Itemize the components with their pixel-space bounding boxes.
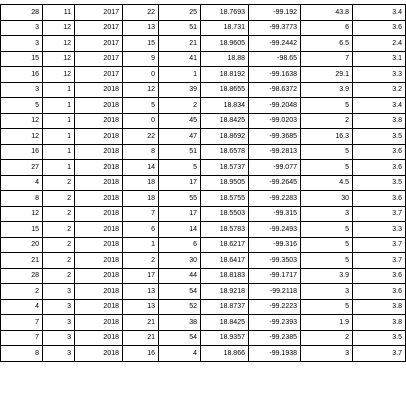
table-cell[interactable]: 18.731 [201, 20, 249, 36]
table-cell[interactable]: 12 [1, 129, 43, 145]
table-cell[interactable]: 47 [159, 129, 201, 145]
table-cell[interactable]: 1 [159, 67, 201, 83]
table-row [1, 98, 406, 114]
table-cell[interactable]: 18.6217 [201, 237, 249, 253]
table-cell[interactable]: 5 [301, 160, 353, 176]
data-table [0, 4, 406, 362]
table-cell[interactable]: 1.9 [301, 315, 353, 331]
table-cell[interactable]: 3.7 [353, 253, 406, 269]
table-cell[interactable]: 1 [43, 113, 75, 129]
table-cell[interactable]: 18.8655 [201, 82, 249, 98]
table-cell[interactable]: 4 [1, 175, 43, 191]
table-cell[interactable]: 3.5 [353, 330, 406, 346]
table-cell[interactable]: 28 [1, 268, 43, 284]
table-row [1, 268, 406, 284]
table-cell[interactable]: -99.0203 [249, 113, 301, 129]
table-cell[interactable]: 5 [301, 237, 353, 253]
table-cell[interactable]: 18.6417 [201, 253, 249, 269]
table-cell[interactable]: 16 [1, 67, 43, 83]
table-row [1, 36, 406, 52]
table-row [1, 253, 406, 269]
table-cell[interactable]: -99.1938 [249, 346, 301, 362]
table-cell[interactable]: 2018 [75, 82, 123, 98]
table-cell[interactable]: 18.8692 [201, 129, 249, 145]
table-cell[interactable]: 2018 [75, 144, 123, 160]
table-cell[interactable]: 7 [1, 330, 43, 346]
table-cell[interactable]: 18.7693 [201, 5, 249, 21]
table-cell[interactable]: 9 [123, 51, 159, 67]
table-cell[interactable]: 2 [43, 175, 75, 191]
table-cell[interactable]: 3 [43, 330, 75, 346]
table-cell[interactable]: 54 [159, 284, 201, 300]
table-cell[interactable]: 2018 [75, 113, 123, 129]
table-cell[interactable]: 17 [123, 268, 159, 284]
table-cell[interactable]: 12 [123, 82, 159, 98]
table-cell[interactable]: 2 [123, 253, 159, 269]
table-cell[interactable]: 6 [301, 20, 353, 36]
table-cell[interactable]: 2018 [75, 253, 123, 269]
table-cell[interactable]: -99.2223 [249, 299, 301, 315]
table-cell[interactable]: 3.6 [353, 144, 406, 160]
table-row [1, 51, 406, 67]
table-cell[interactable]: -99.2393 [249, 315, 301, 331]
table-cell[interactable]: 1 [123, 237, 159, 253]
table-cell[interactable]: 2 [43, 237, 75, 253]
table-cell[interactable]: 2018 [75, 346, 123, 362]
table-cell[interactable]: 43.8 [301, 5, 353, 21]
table-cell[interactable]: 3.6 [353, 191, 406, 207]
table-cell[interactable]: -99.316 [249, 237, 301, 253]
table-cell[interactable]: 15 [1, 51, 43, 67]
table-row [1, 346, 406, 362]
table-cell[interactable]: 2018 [75, 160, 123, 176]
table-cell[interactable]: 8 [1, 346, 43, 362]
table-cell[interactable]: 3 [301, 284, 353, 300]
table-cell[interactable]: 3.8 [353, 113, 406, 129]
table-cell[interactable]: 25 [159, 5, 201, 21]
table-cell[interactable]: 3.6 [353, 284, 406, 300]
table-cell[interactable]: 18.8183 [201, 268, 249, 284]
table-cell[interactable]: 2018 [75, 98, 123, 114]
table-cell[interactable]: 21 [1, 253, 43, 269]
table-cell[interactable]: -98.65 [249, 51, 301, 67]
table-cell[interactable]: -99.2385 [249, 330, 301, 346]
table-cell[interactable]: 22 [123, 5, 159, 21]
table-cell[interactable]: 2 [159, 98, 201, 114]
table-cell[interactable]: -99.2813 [249, 144, 301, 160]
table-cell[interactable]: 1 [43, 82, 75, 98]
table-cell[interactable]: 18.5783 [201, 222, 249, 238]
table-cell[interactable]: 2018 [75, 191, 123, 207]
table-cell[interactable]: -99.1717 [249, 268, 301, 284]
table-cell[interactable]: 8 [1, 191, 43, 207]
table-cell[interactable]: -99.2048 [249, 98, 301, 114]
table-row [1, 284, 406, 300]
table-row [1, 222, 406, 238]
table-cell[interactable]: 7 [301, 51, 353, 67]
table-cell[interactable]: 2017 [75, 67, 123, 83]
table-cell[interactable]: 21 [159, 36, 201, 52]
table-cell[interactable]: 6 [123, 222, 159, 238]
table-cell[interactable]: 3.7 [353, 346, 406, 362]
table-cell[interactable]: -99.1638 [249, 67, 301, 83]
table-cell[interactable]: 18.8737 [201, 299, 249, 315]
table-row [1, 315, 406, 331]
table-cell[interactable]: 12 [1, 113, 43, 129]
table-cell[interactable]: 3 [301, 206, 353, 222]
table-cell[interactable]: 52 [159, 299, 201, 315]
table-cell[interactable]: 2 [43, 253, 75, 269]
table-cell[interactable]: 18.5737 [201, 160, 249, 176]
table-cell[interactable]: 5 [301, 253, 353, 269]
table-cell[interactable]: 3.6 [353, 268, 406, 284]
table-row [1, 113, 406, 129]
table-cell[interactable]: 7 [1, 315, 43, 331]
table-cell[interactable]: 6.5 [301, 36, 353, 52]
table-cell[interactable]: 3 [43, 284, 75, 300]
table-cell[interactable]: 18 [123, 175, 159, 191]
table-cell[interactable]: 18.9218 [201, 284, 249, 300]
table-cell[interactable]: -98.6372 [249, 82, 301, 98]
table-row [1, 206, 406, 222]
table-cell[interactable]: 5 [301, 98, 353, 114]
table-row [1, 330, 406, 346]
table-row [1, 160, 406, 176]
table-cell[interactable]: 29.1 [301, 67, 353, 83]
table-cell[interactable]: 4.5 [301, 175, 353, 191]
table-row [1, 237, 406, 253]
table-cell[interactable]: 51 [159, 20, 201, 36]
table-cell[interactable]: 15 [123, 36, 159, 52]
table-cell[interactable]: -99.2442 [249, 36, 301, 52]
table-cell[interactable]: -99.2283 [249, 191, 301, 207]
table-cell[interactable]: -99.2493 [249, 222, 301, 238]
table-cell[interactable]: 1 [43, 98, 75, 114]
table-cell[interactable]: 2018 [75, 268, 123, 284]
table-cell[interactable]: 21 [123, 330, 159, 346]
table-cell[interactable]: 5 [301, 144, 353, 160]
table-row [1, 67, 406, 83]
table-cell[interactable]: 3.8 [353, 299, 406, 315]
table-cell[interactable]: 28 [1, 5, 43, 21]
table-cell[interactable]: 5 [301, 299, 353, 315]
table-cell[interactable]: 5 [159, 160, 201, 176]
table-cell[interactable]: 45 [159, 113, 201, 129]
table-cell[interactable]: 2017 [75, 51, 123, 67]
table-cell[interactable]: 3 [43, 315, 75, 331]
table-cell[interactable]: 14 [159, 222, 201, 238]
table-row [1, 144, 406, 160]
table-cell[interactable]: 3.9 [301, 268, 353, 284]
table-cell[interactable]: 2 [43, 191, 75, 207]
table-cell[interactable]: 3 [1, 36, 43, 52]
table-cell[interactable]: 13 [123, 284, 159, 300]
table-cell[interactable]: 3.6 [353, 160, 406, 176]
table-cell[interactable]: 2 [1, 284, 43, 300]
table-cell[interactable]: 3.7 [353, 237, 406, 253]
table-cell[interactable]: -99.3503 [249, 253, 301, 269]
table-cell[interactable]: 3 [1, 82, 43, 98]
table-cell[interactable]: 2017 [75, 5, 123, 21]
table-cell[interactable]: 2017 [75, 36, 123, 52]
table-cell[interactable]: 17 [159, 175, 201, 191]
table-cell[interactable]: 3 [43, 346, 75, 362]
table-cell[interactable]: 14 [123, 160, 159, 176]
table-cell[interactable]: 12 [43, 51, 75, 67]
table-cell[interactable]: 4 [1, 299, 43, 315]
table-cell[interactable]: 2018 [75, 222, 123, 238]
table-cell[interactable]: 2018 [75, 299, 123, 315]
table-cell[interactable]: 2 [301, 113, 353, 129]
table-cell[interactable]: -99.192 [249, 5, 301, 21]
table-cell[interactable]: 22 [123, 129, 159, 145]
table-row [1, 82, 406, 98]
table-cell[interactable]: 18.5503 [201, 206, 249, 222]
table-cell[interactable]: 17 [159, 206, 201, 222]
table-cell[interactable]: 21 [123, 315, 159, 331]
table-cell[interactable]: 13 [123, 20, 159, 36]
table-cell[interactable]: -99.077 [249, 160, 301, 176]
table-cell[interactable]: 1 [43, 129, 75, 145]
table-cell[interactable]: 27 [1, 160, 43, 176]
table-cell[interactable]: 39 [159, 82, 201, 98]
table-cell[interactable]: 7 [123, 206, 159, 222]
table-cell[interactable]: 3 [301, 346, 353, 362]
table-cell[interactable]: 11 [43, 5, 75, 21]
table-cell[interactable]: 2018 [75, 284, 123, 300]
table-cell[interactable]: 2017 [75, 20, 123, 36]
table-cell[interactable]: 3.9 [301, 82, 353, 98]
table-cell[interactable]: 30 [159, 253, 201, 269]
table-cell[interactable]: 18.9357 [201, 330, 249, 346]
table-cell[interactable]: 18.8192 [201, 67, 249, 83]
table-cell[interactable]: 16.3 [301, 129, 353, 145]
table-cell[interactable]: -99.2118 [249, 284, 301, 300]
table-cell[interactable]: 2018 [75, 315, 123, 331]
table-cell[interactable]: 30 [301, 191, 353, 207]
table-cell[interactable]: 1 [43, 144, 75, 160]
table-row [1, 5, 406, 21]
table-cell[interactable]: 5 [301, 222, 353, 238]
table-row [1, 129, 406, 145]
table-cell[interactable]: 3.5 [353, 129, 406, 145]
table-cell[interactable]: 18.9605 [201, 36, 249, 52]
table-cell[interactable]: 2018 [75, 330, 123, 346]
table-cell[interactable]: 8 [123, 144, 159, 160]
table-cell[interactable]: 6 [159, 237, 201, 253]
table-cell[interactable]: 3.5 [353, 175, 406, 191]
table-cell[interactable]: 5 [123, 98, 159, 114]
table-cell[interactable]: 3 [1, 20, 43, 36]
table-cell[interactable]: 3.4 [353, 5, 406, 21]
table-cell[interactable]: 2018 [75, 175, 123, 191]
table-cell[interactable]: 3.2 [353, 82, 406, 98]
table-cell[interactable]: 12 [43, 36, 75, 52]
table-cell[interactable]: 3.3 [353, 67, 406, 83]
table-cell[interactable]: 2018 [75, 206, 123, 222]
table-cell[interactable]: -99.3685 [249, 129, 301, 145]
table-cell[interactable]: 2.4 [353, 36, 406, 52]
table-cell[interactable]: 2 [43, 206, 75, 222]
table-cell[interactable]: 0 [123, 67, 159, 83]
table-cell[interactable]: 16 [1, 144, 43, 160]
table-cell[interactable]: 18.8425 [201, 113, 249, 129]
table-cell[interactable]: 3.7 [353, 206, 406, 222]
table-cell[interactable]: 18.6578 [201, 144, 249, 160]
table-cell[interactable]: 18.88 [201, 51, 249, 67]
table-row [1, 299, 406, 315]
table-cell[interactable]: 2018 [75, 237, 123, 253]
table-cell[interactable]: 5 [1, 98, 43, 114]
table-cell[interactable]: 18.5755 [201, 191, 249, 207]
table-cell[interactable]: 3.1 [353, 51, 406, 67]
table-cell[interactable]: -99.3773 [249, 20, 301, 36]
table-cell[interactable]: 0 [123, 113, 159, 129]
table-cell[interactable]: 18.834 [201, 98, 249, 114]
table-cell[interactable]: 3 [43, 299, 75, 315]
table-cell[interactable]: 2 [301, 330, 353, 346]
table-cell[interactable]: -99.315 [249, 206, 301, 222]
table-cell[interactable]: 3.3 [353, 222, 406, 238]
table-cell[interactable]: 20 [1, 237, 43, 253]
table-body [1, 5, 406, 362]
table-row [1, 175, 406, 191]
table-cell[interactable]: 2018 [75, 129, 123, 145]
table-cell[interactable]: 41 [159, 51, 201, 67]
table-row [1, 191, 406, 207]
table-cell[interactable]: 12 [43, 67, 75, 83]
table-cell[interactable]: 18.866 [201, 346, 249, 362]
table-cell[interactable]: 16 [123, 346, 159, 362]
table-cell[interactable]: 1 [43, 160, 75, 176]
table-cell[interactable]: 18.9505 [201, 175, 249, 191]
table-cell[interactable]: 4 [159, 346, 201, 362]
table-cell[interactable]: 38 [159, 315, 201, 331]
table-cell[interactable]: -99.2645 [249, 175, 301, 191]
table-cell[interactable]: 2 [43, 268, 75, 284]
table-cell[interactable]: 3.6 [353, 20, 406, 36]
table-cell[interactable]: 15 [1, 222, 43, 238]
table-cell[interactable]: 55 [159, 191, 201, 207]
table-row [1, 20, 406, 36]
table-cell[interactable]: 3.4 [353, 98, 406, 114]
table-cell[interactable]: 12 [43, 20, 75, 36]
table-cell[interactable]: 54 [159, 330, 201, 346]
table-cell[interactable]: 44 [159, 268, 201, 284]
table-cell[interactable]: 12 [1, 206, 43, 222]
table-cell[interactable]: 18 [123, 191, 159, 207]
table-cell[interactable]: 51 [159, 144, 201, 160]
table-cell[interactable]: 3.8 [353, 315, 406, 331]
table-cell[interactable]: 2 [43, 222, 75, 238]
table-cell[interactable]: 18.8425 [201, 315, 249, 331]
table-cell[interactable]: 13 [123, 299, 159, 315]
